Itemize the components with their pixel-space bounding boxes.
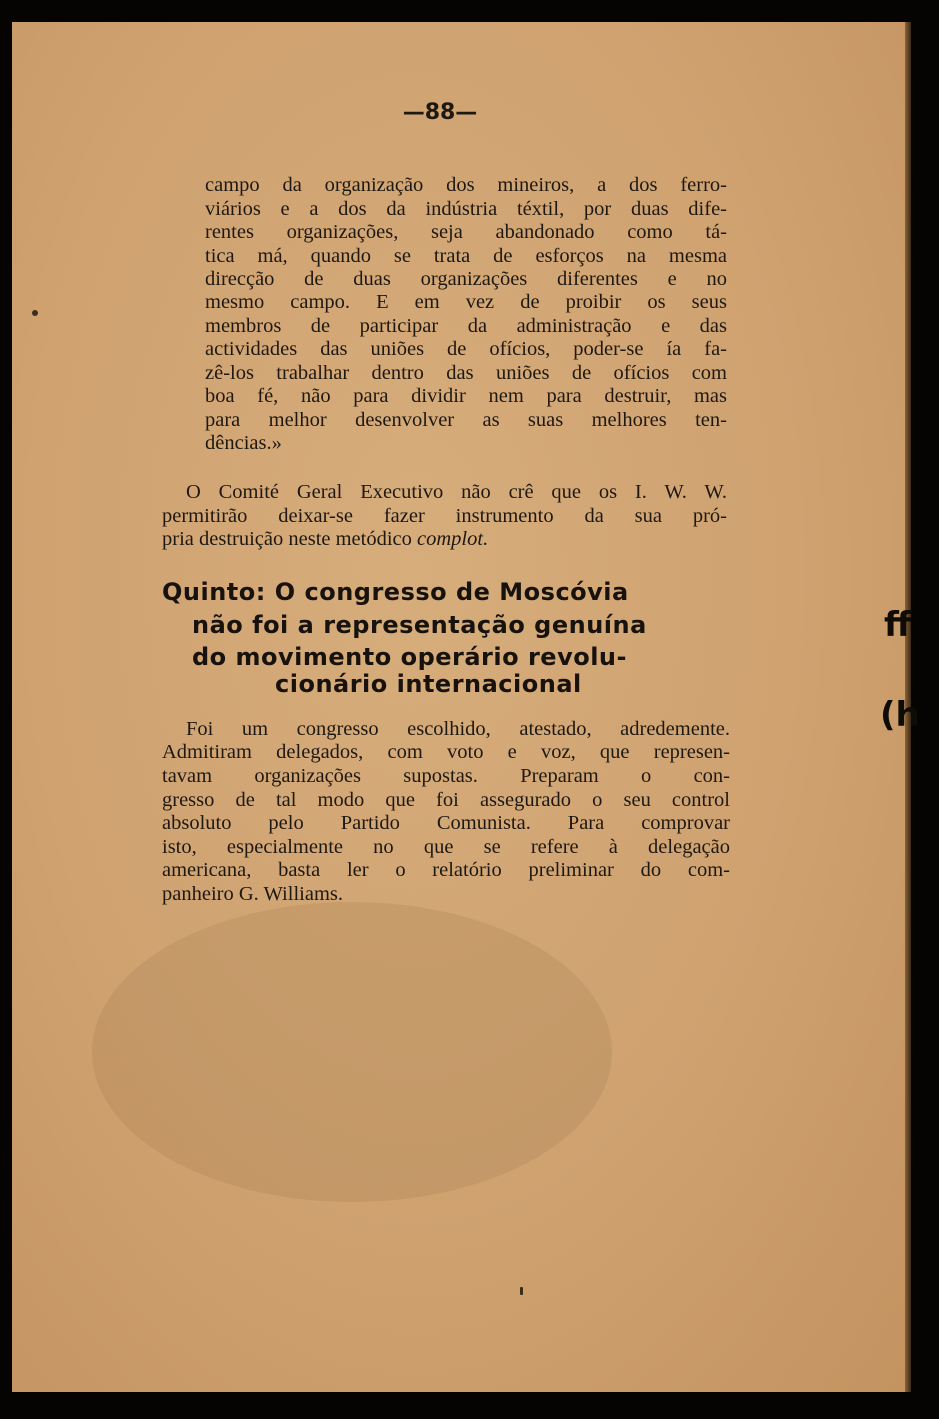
text-line: americana, basta ler o relatório preliminar do com- — [162, 859, 730, 881]
italic-word: complot. — [417, 528, 489, 550]
ink-spot — [520, 1287, 523, 1295]
text-line: panheiro G. Williams. — [162, 883, 343, 905]
text-line: para melhor desenvolver as suas melhores ten- — [205, 409, 727, 431]
text-line: isto, especialmente no que se refere à delegação — [162, 836, 730, 858]
text-line: viários e a dos da indústria téxtil, por duas dife- — [205, 198, 727, 220]
section-heading-line: Quinto: O congresso de Moscóvia — [162, 578, 629, 606]
section-heading-line: do movimento operário revolu- — [192, 643, 627, 671]
text-line: rentes organizações, seja abandonado como tá- — [205, 221, 727, 243]
text-line: zê-los trabalhar dentro das uniões de ofícios com — [205, 362, 727, 384]
ink-spot — [32, 310, 38, 316]
text-line: campo da organização dos mineiros, a dos ferro- — [205, 174, 727, 196]
text-line: absoluto pelo Partido Comunista. Para comprovar — [162, 812, 730, 834]
section-heading-line: cionário internacional — [275, 670, 582, 698]
text-line: membros de participar da administração e das — [205, 315, 727, 337]
bleed-through-mark: ff — [884, 605, 912, 645]
text-line: dências.» — [205, 432, 282, 454]
text-line: permitirão deixar-se fazer instrumento da sua pró- — [162, 505, 727, 527]
text-span: pria destruição neste metódico — [162, 528, 418, 550]
text-line: Foi um congresso escolhido, atestado, adredemente. — [186, 718, 730, 740]
text-line: direcção de duas organizações diferentes e no — [205, 268, 727, 290]
text-line: boa fé, não para dividir nem para destruir, mas — [205, 385, 727, 407]
text-line: gresso de tal modo que foi assegurado o seu control — [162, 789, 730, 811]
paper-stain — [92, 902, 612, 1202]
text-line: O Comité Geral Executivo não crê que os I. W. W. — [186, 481, 727, 503]
page-number: —88— — [402, 100, 478, 125]
text-line: actividades das uniões de ofícios, poder-se ía fa- — [205, 338, 727, 360]
bleed-through-mark: (h — [880, 695, 920, 735]
text-line: mesmo campo. E em vez de proibir os seus — [205, 291, 727, 313]
text-line: tavam organizações supostas. Preparam o con- — [162, 765, 730, 787]
text-line: Admitiram delegados, com voto e voz, que represen- — [162, 741, 730, 763]
section-heading-line: não foi a representação genuína — [192, 611, 647, 639]
text-line — [162, 528, 488, 551]
text-line: tica má, quando se trata de esforços na mesma — [205, 245, 727, 267]
